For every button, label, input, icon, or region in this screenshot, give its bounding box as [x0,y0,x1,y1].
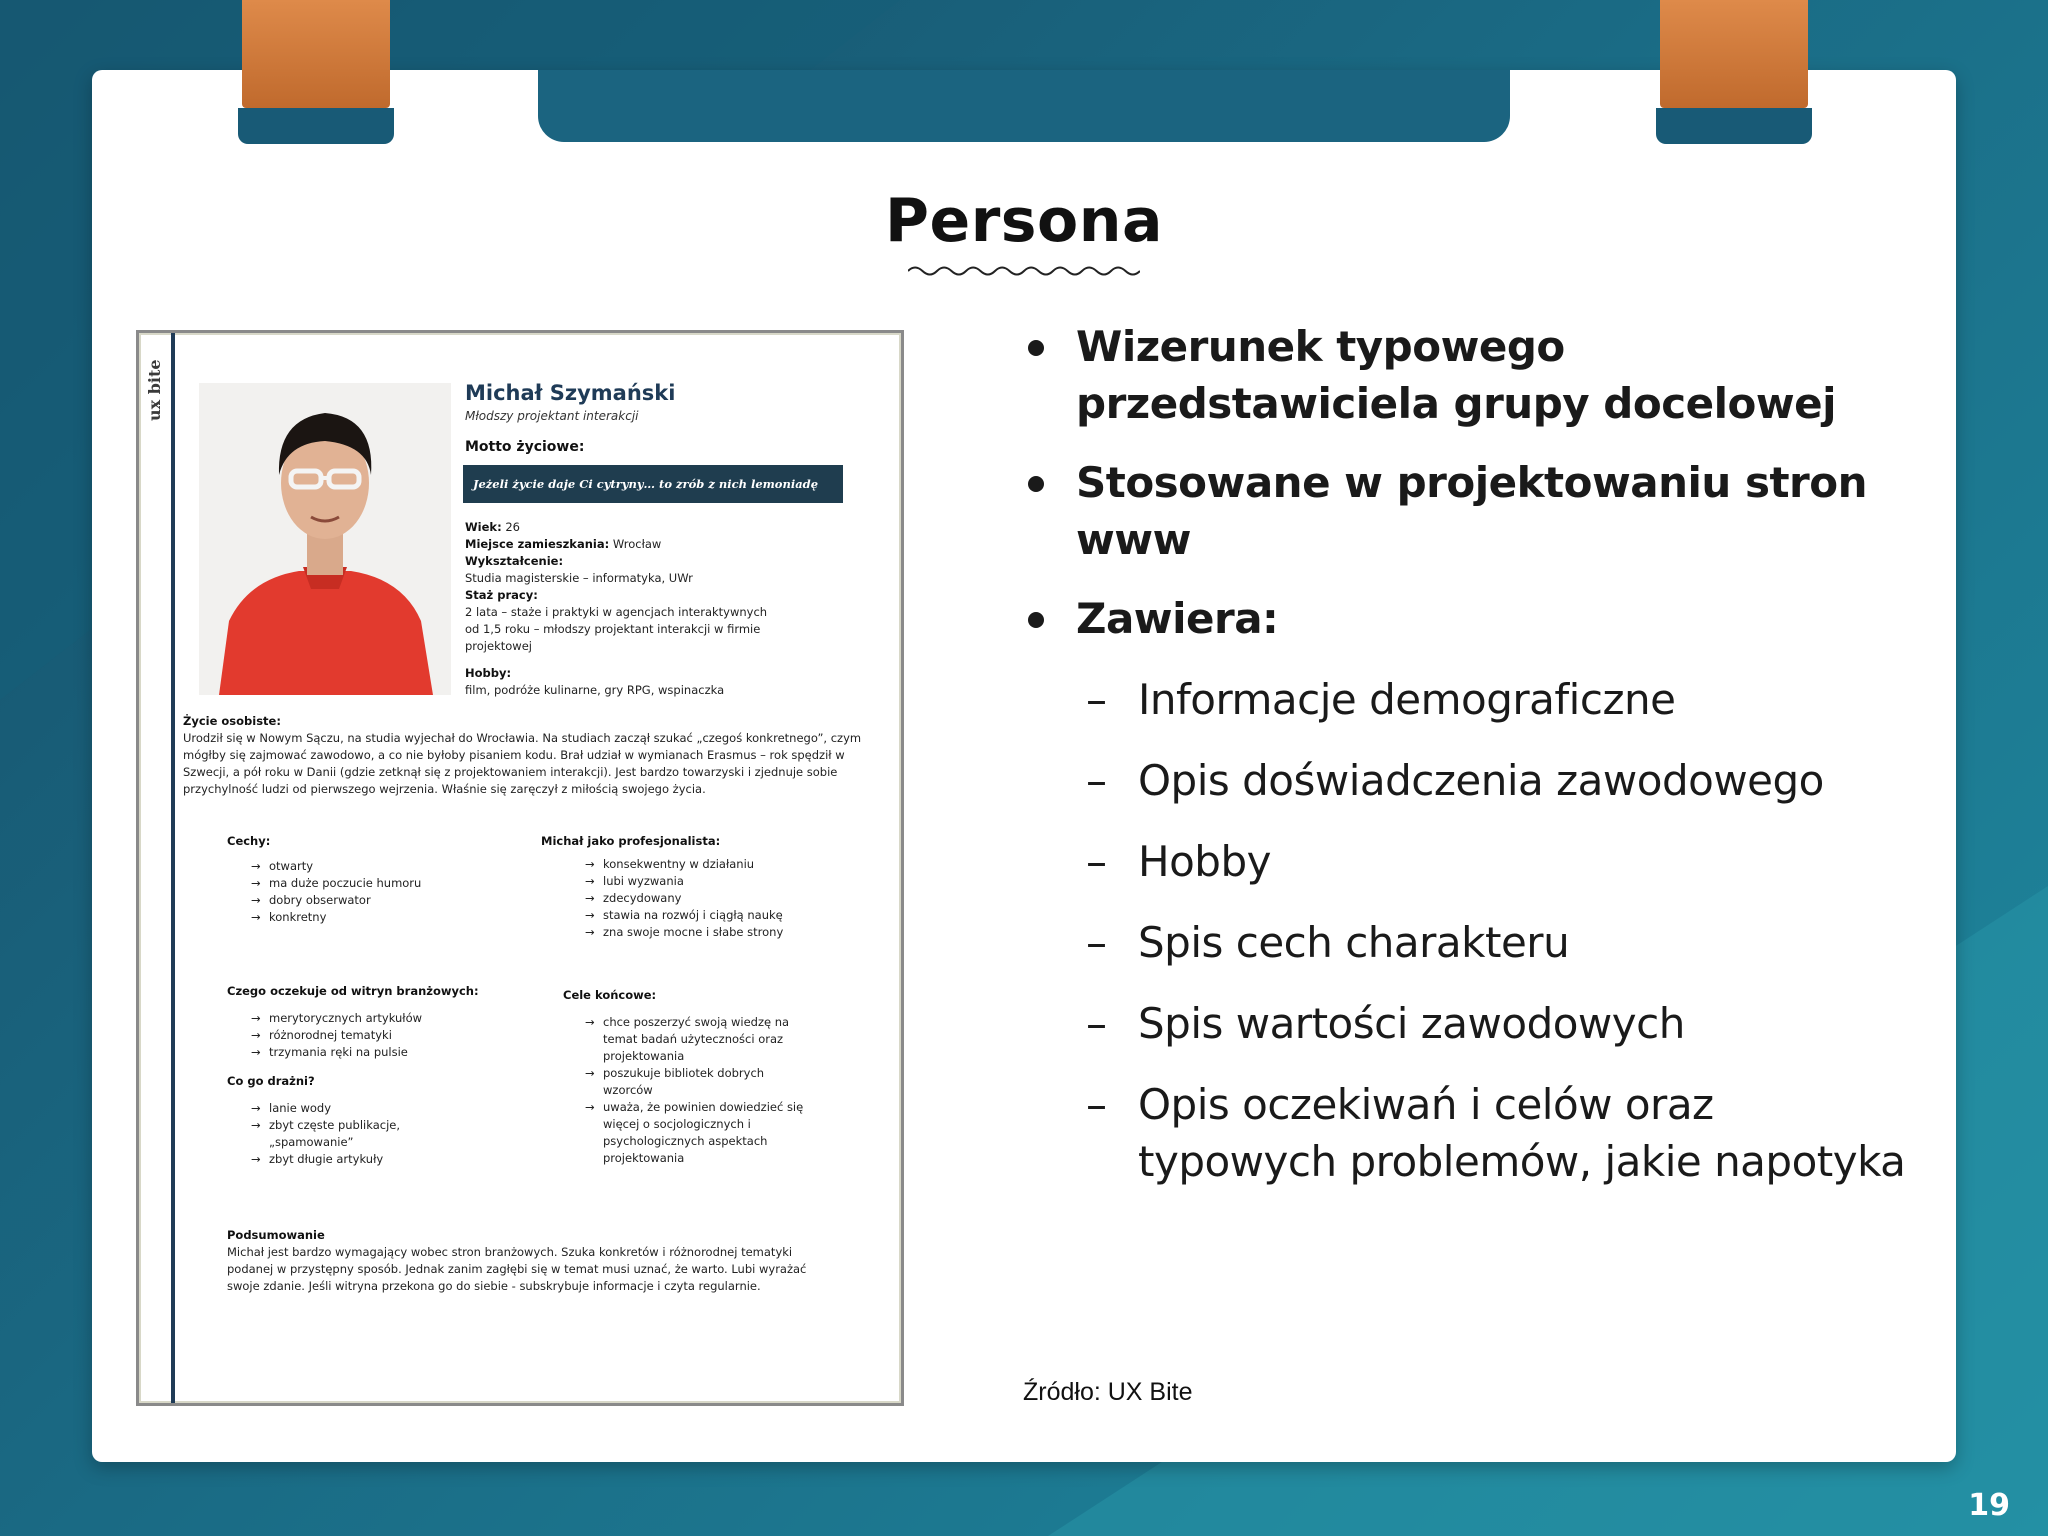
list-item: → dobry obserwator [251,892,527,909]
dash-icon: – [1086,756,1107,805]
persona-document [136,330,904,1406]
personal-label: Życie osobiste: [183,714,281,728]
dash-icon: – [1086,999,1107,1048]
experience-line-2: od 1,5 roku – młodszy projektant interakcji w firmie projektowej [465,622,761,653]
document-sidebar-line [171,333,175,1403]
residence-value: Wrocław [612,537,662,551]
brand-logo: ux bite [145,359,164,421]
summary-text: Michał jest bardzo wymagający wobec stron branżowych. Szuka konkretów i różnorodnej tematyki podanej w przystępny sposób. Jednak zanim zagłębi się w temat musi uznać, że warto. Lubi wyrażać swoje zdanie. Jeśli witryna przekona go do siebie - subskrybuje informacje i czyta regularnie. [227,1245,807,1293]
sub-bullet-item [1022,671,1922,728]
bullet-dot-icon [1028,612,1044,628]
age-label: Wiek: [465,520,502,534]
personal-life-section [183,713,863,798]
list-item: → lubi wyzwania [585,873,861,890]
goals-section [563,987,863,1167]
bullet-dot-icon [1028,340,1044,356]
dash-icon: – [1086,675,1107,724]
goals-label: Cele końcowe: [563,988,657,1002]
bullet-list [1022,318,1922,1214]
list-item: → poszukuje bibliotek dobrych wzorców [585,1065,815,1099]
motto-label: Motto życiowe: [465,439,585,455]
bullet-text: Zawiera: [1076,594,1279,643]
persona-demographics [465,519,885,699]
binder-clip-left [242,0,390,144]
persona-role: Młodszy projektant interakcji [465,409,639,423]
bullet-item [1022,318,1922,432]
residence-label: Miejsce zamieszkania: [465,537,610,551]
expectations-section [227,983,507,1168]
hobby-value: film, podróże kulinarne, gry RPG, wspinaczka [465,683,725,697]
bullet-dot-icon [1028,476,1044,492]
sub-bullet-text: Spis cech charakteru [1138,918,1570,967]
list-item: → uważa, że powinien dowiedzieć się więcej o socjologicznych i psychologicznych aspektach projektowania [585,1099,815,1167]
hobby-label: Hobby: [465,666,512,680]
experience-label: Staż pracy: [465,588,538,602]
list-item: → otwarty [251,858,527,875]
dash-icon: – [1086,837,1107,886]
binder-clip-right [1660,0,1808,144]
sub-bullet-item [1022,1076,1922,1190]
sub-bullet-text: Opis doświadczenia zawodowego [1138,756,1824,805]
summary-label: Podsumowanie [227,1228,325,1242]
bullet-item [1022,590,1922,647]
list-item: → konsekwentny w działaniu [585,856,861,873]
dash-icon: – [1086,918,1107,967]
pro-label: Michał jako profesjonalista: [541,834,721,848]
sub-bullet-text: Hobby [1138,837,1271,886]
list-item: → różnorodnej tematyki [251,1027,507,1044]
slide-title: Persona [885,186,1163,256]
bullet-item [1022,454,1922,568]
experience-line-1: 2 lata – staże i praktyki w agencjach interaktywnych [465,605,768,619]
bullet-text: Stosowane w projektowaniu stron www [1076,458,1867,564]
annoy-label: Co go drażni? [227,1074,315,1088]
list-item: → konkretny [251,909,527,926]
list-item: → stawia na rozwój i ciągłą naukę [585,907,861,924]
summary-section [227,1227,827,1295]
personal-text: Urodził się w Nowym Sączu, na studia wyjechał do Wrocławia. Na studiach zaczął szukać „czegoś konkretnego”, czym mógłby się zajmować zawodowo, a co nie byłoby pisaniem kodu. Brał udział w wymianach Erasmus – rok spędził w Szwecji, a pół roku w Danii (gdzie zetknął się z projektowaniem interakcji). Jest bardzo towarzyski i zjednuje sobie przychylność ludzi od pierwszego wejrzenia. Właśnie się zaręczył z miłością swojego życia. [183,731,862,796]
card-notch [538,70,1510,142]
list-item: → merytorycznych artykułów [251,1010,507,1027]
list-item: → zbyt częste publikacje, „spamowanie” [251,1117,441,1151]
title-underline-wave [908,264,1140,278]
dash-icon: – [1086,1080,1107,1129]
sub-bullet-text: Informacje demograficzne [1138,675,1676,724]
motto-box: Jeżeli życie daje Ci cytryny… to zrób z nich lemoniadę [463,465,843,503]
education-label: Wykształcenie: [465,554,564,568]
sub-bullet-item [1022,752,1922,809]
traits-section [227,833,527,926]
list-item: → zbyt długie artykuły [251,1151,441,1168]
source-note: Źródło: UX Bite [1023,1378,1193,1406]
list-item: → lanie wody [251,1100,441,1117]
page-number: 19 [1968,1488,2010,1523]
traits-label: Cechy: [227,834,271,848]
bullet-text: Wizerunek typowego przedstawiciela grupy docelowej [1076,322,1837,428]
list-item: → trzymania ręki na pulsie [251,1044,507,1061]
list-item: → zna swoje mocne i słabe strony [585,924,861,941]
list-item: → ma duże poczucie humoru [251,875,527,892]
list-item: → zdecydowany [585,890,861,907]
age-value: 26 [505,520,520,534]
sub-bullet-text: Spis wartości zawodowych [1138,999,1685,1048]
persona-name: Michał Szymański [465,381,676,405]
sub-bullet-item [1022,914,1922,971]
expect-label: Czego oczekuje od witryn branżowych: [227,984,479,998]
sub-bullet-item [1022,995,1922,1052]
persona-photo [199,383,451,695]
education-value: Studia magisterskie – informatyka, UWr [465,571,693,585]
professional-section [541,833,861,941]
list-item: → chce poszerzyć swoją wiedzę na temat badań użyteczności oraz projektowania [585,1014,815,1065]
sub-bullet-item [1022,833,1922,890]
sub-bullet-text: Opis oczekiwań i celów oraz typowych problemów, jakie napotyka [1138,1080,1906,1186]
